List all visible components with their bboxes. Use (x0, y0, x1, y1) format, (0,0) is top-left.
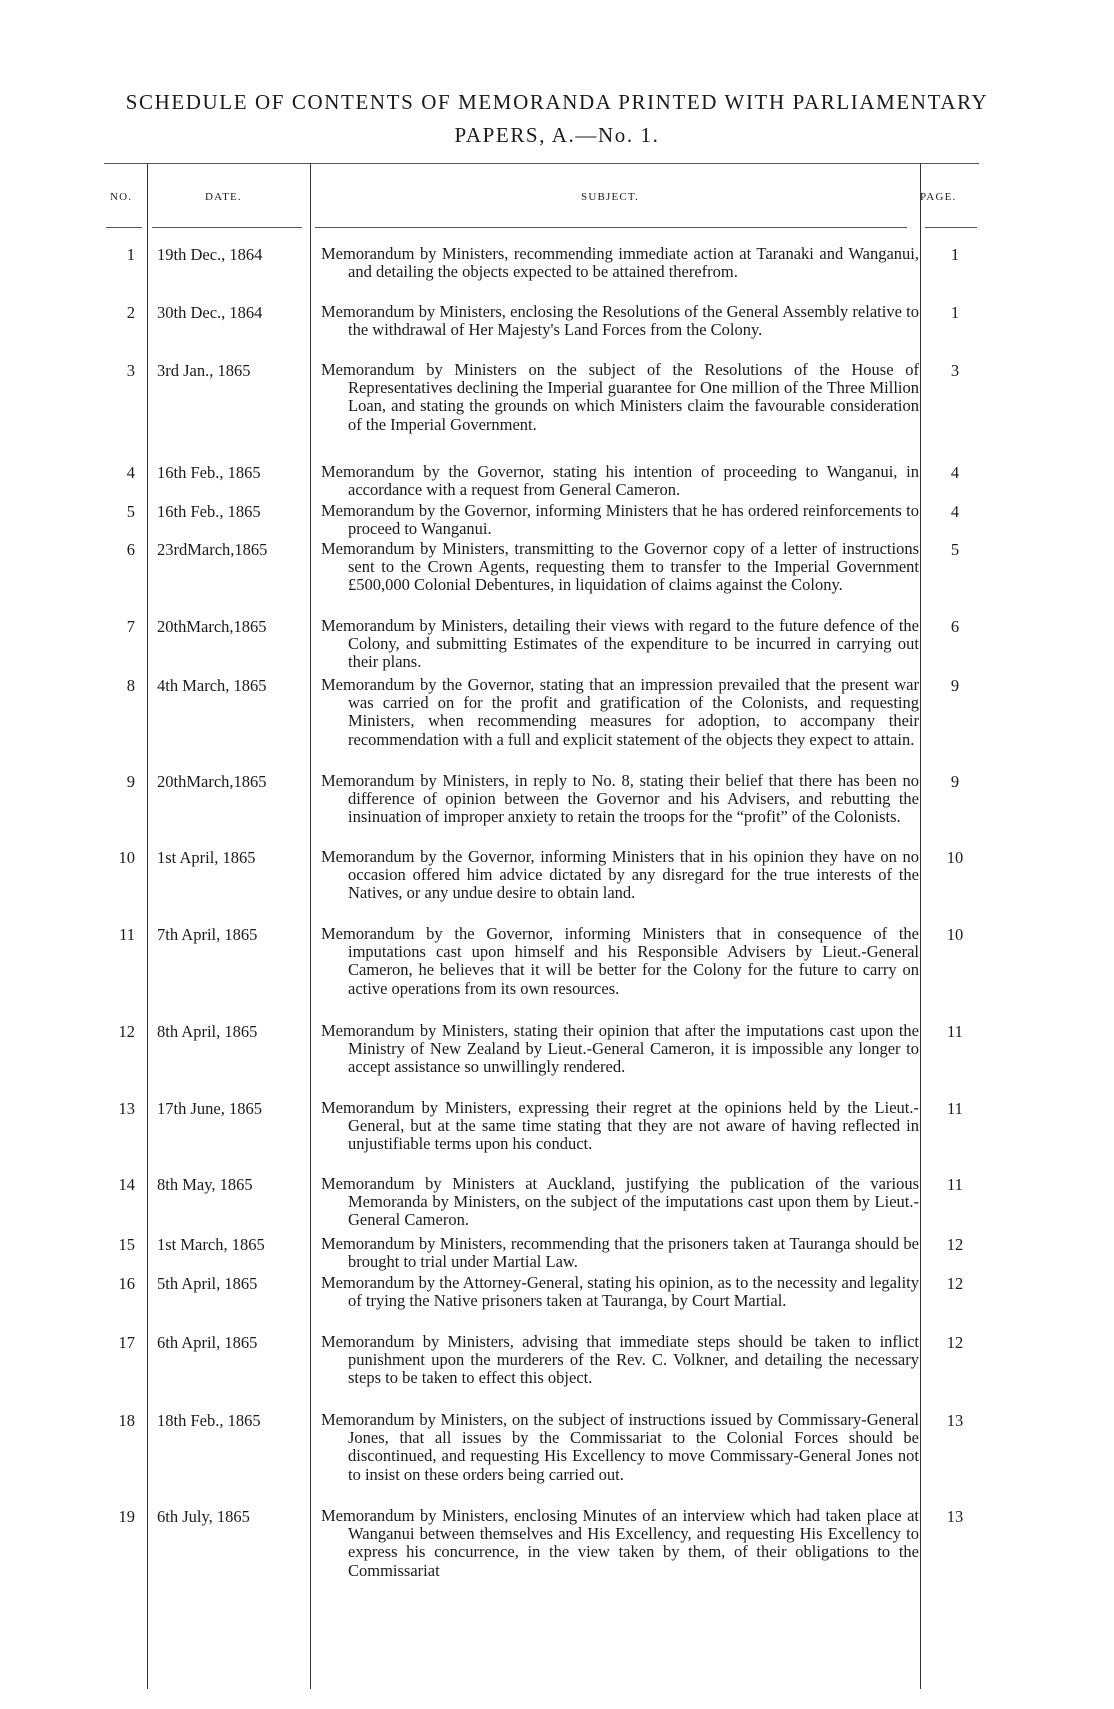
row-page: 1 (950, 303, 960, 322)
row-number: 18 (118, 1411, 135, 1430)
row-subject: Memorandum by Ministers, stating their opinion that after the imputations cast upon the Ministry of New Zealand by Lieut.-General Cameron, it is impossible any longer to accept assistance so unwillingly rendered. (321, 1021, 919, 1077)
row-date: 16th Feb., 1865 (157, 463, 261, 482)
row-number: 9 (126, 772, 135, 791)
row-page: 13 (946, 1411, 964, 1430)
row-subject: Memorandum by Ministers, transmitting to the Governor copy of a letter of instructions sent to the Crown Agents, requesting them to transfer to the Imperial Government £500,000 Colonial Debentures, in liquidation of claims against the Colony. (321, 539, 919, 595)
row-subject: Memorandum by Ministers, expressing their regret at the opinions held by the Lieut.-General, but at the same time stating that they are not aware of having reflected in unjustifiable terms upon his conduct. (321, 1098, 919, 1154)
row-subject: Memorandum by Ministers, on the subject of instructions issued by Commissary-General Jones, that all issues by the Commissariat to the Colonial Forces should be discontinued, and requesting His Excellency to move Commissary-General Jones not to insist on these orders being carried out. (321, 1410, 919, 1484)
row-page: 3 (950, 361, 960, 380)
row-date: 6th April, 1865 (157, 1333, 258, 1352)
row-page: 6 (950, 617, 960, 636)
row-date: 16th Feb., 1865 (157, 502, 261, 521)
row-page: 9 (950, 772, 960, 791)
header-page: PAGE. (920, 191, 957, 203)
row-number: 6 (126, 540, 135, 559)
row-date: 20thMarch,1865 (157, 617, 267, 636)
row-subject: Memorandum by the Governor, informing Ministers that in his opinion they have on no occasion offered him advice dictated by any disregard for the true interests of the Natives, or any undue desire to obtain land. (321, 847, 919, 903)
row-date: 4th March, 1865 (157, 676, 267, 695)
top-rule (104, 163, 979, 164)
row-number: 19 (118, 1507, 135, 1526)
row-date: 18th Feb., 1865 (157, 1411, 261, 1430)
row-subject: Memorandum by Ministers, recommending that the prisoners taken at Tauranga should be brought to trial under Martial Law. (321, 1234, 919, 1272)
row-page: 12 (946, 1333, 964, 1352)
row-date: 30th Dec., 1864 (157, 303, 263, 322)
row-date: 19th Dec., 1864 (157, 245, 263, 264)
row-number: 1 (126, 245, 135, 264)
header-subject: SUBJECT. (581, 191, 639, 203)
row-subject: Memorandum by Ministers, detailing their views with regard to the future defence of the Colony, and submitting Estimates of the expenditure to be incurred in carrying out their plans. (321, 616, 919, 672)
header-rule-page (925, 227, 977, 228)
title-line-1: SCHEDULE OF CONTENTS OF MEMORANDA PRINTED WITH PARLIAMENTARY (125, 90, 989, 114)
row-number: 4 (126, 463, 135, 482)
row-number: 14 (118, 1175, 135, 1194)
row-page: 12 (946, 1274, 964, 1293)
row-number: 11 (119, 925, 135, 944)
row-number: 16 (118, 1274, 135, 1293)
row-subject: Memorandum by Ministers, advising that immediate steps should be taken to inflict punishment upon the murderers of the Rev. C. Volkner, and detailing the necessary steps to be taken to effect this object. (321, 1332, 919, 1388)
row-subject: Memorandum by the Governor, informing Ministers that he has ordered reinforcements to proceed to Wanganui. (321, 501, 919, 539)
row-number: 8 (126, 676, 135, 695)
row-date: 8th April, 1865 (157, 1022, 258, 1041)
row-page: 4 (950, 463, 960, 482)
row-number: 17 (118, 1333, 135, 1352)
column-divider-subject (920, 163, 921, 1689)
row-subject: Memorandum by Ministers, in reply to No. 8, stating their belief that there has been no difference of opinion between the Governor and his Advisers, and rebutting the insinuation of improper anxiety to retain the troops for the “profit” of the Colonists. (321, 771, 919, 827)
row-page: 10 (946, 925, 964, 944)
row-subject: Memorandum by the Attorney-General, stating his opinion, as to the necessity and legality of trying the Native prisoners taken at Tauranga, by Court Martial. (321, 1273, 919, 1311)
row-date: 3rd Jan., 1865 (157, 361, 251, 380)
row-date: 1st March, 1865 (157, 1235, 265, 1254)
row-number: 15 (118, 1235, 135, 1254)
row-subject: Memorandum by Ministers at Auckland, justifying the publication of the various Memoranda by Ministers, on the subject of the imputations cast upon them by Lieut.-General Cameron. (321, 1174, 919, 1230)
header-rule-subject (315, 227, 907, 228)
row-page: 1 (950, 245, 960, 264)
row-number: 10 (118, 848, 135, 867)
row-subject: Memorandum by the Governor, informing Ministers that in consequence of the imputations cast upon himself and his Responsible Advisers by Lieut.-General Cameron, he believes that it will be better for the Colony for the future to carry on active operations from its own resources. (321, 924, 919, 998)
row-date: 20thMarch,1865 (157, 772, 267, 791)
row-number: 13 (118, 1099, 135, 1118)
row-date: 1st April, 1865 (157, 848, 256, 867)
header-no: NO. (110, 191, 133, 203)
header-rule-date (152, 227, 302, 228)
row-page: 4 (950, 502, 960, 521)
header-date: DATE. (205, 191, 242, 203)
row-page: 13 (946, 1507, 964, 1526)
row-page: 9 (950, 676, 960, 695)
row-date: 23rdMarch,1865 (157, 540, 268, 559)
row-subject: Memorandum by the Governor, stating his intention of proceeding to Wanganui, in accordance with a request from General Cameron. (321, 462, 919, 500)
row-date: 8th May, 1865 (157, 1175, 253, 1194)
row-subject: Memorandum by Ministers on the subject of the Resolutions of the House of Representatives declining the Imperial guarantee for One million of the Three Million Loan, and stating the grounds on which Ministers claim the favourable consideration of the Imperial Government. (321, 360, 919, 434)
row-date: 5th April, 1865 (157, 1274, 258, 1293)
row-page: 12 (946, 1235, 964, 1254)
title-line-2: PAPERS, A.—No. 1. (454, 123, 660, 147)
row-date: 7th April, 1865 (157, 925, 258, 944)
row-subject: Memorandum by the Governor, stating that an impression prevailed that the present war was carried on for the profit and gratification of the Colonists, and requesting Ministers, when recommending measures for adoption, to accompany their recommendation with a full and explicit statement of the objects they expect to attain. (321, 675, 919, 749)
row-number: 7 (126, 617, 135, 636)
row-page: 10 (946, 848, 964, 867)
row-subject: Memorandum by Ministers, recommending immediate action at Taranaki and Wanganui, and detailing the objects expected to be attained therefrom. (321, 244, 919, 282)
row-date: 6th July, 1865 (157, 1507, 250, 1526)
row-number: 5 (126, 502, 135, 521)
row-number: 3 (126, 361, 135, 380)
row-number: 12 (118, 1022, 135, 1041)
column-divider-no (147, 163, 148, 1689)
row-page: 11 (947, 1175, 963, 1194)
row-subject: Memorandum by Ministers, enclosing the Resolutions of the General Assembly relative to the withdrawal of Her Majesty's Land Forces from the Colony. (321, 302, 919, 340)
row-page: 11 (947, 1022, 963, 1041)
row-page: 11 (947, 1099, 963, 1118)
row-page: 5 (950, 540, 960, 559)
row-subject: Memorandum by Ministers, enclosing Minutes of an interview which had taken place at Wanganui between themselves and His Excellency, and requesting His Excellency to express his concurrence, in the view taken by them, of their obligations to the Commissariat (321, 1506, 919, 1580)
row-date: 17th June, 1865 (157, 1099, 262, 1118)
column-divider-date (310, 163, 311, 1689)
document-title (0, 86, 1114, 152)
header-rule-no (106, 227, 142, 228)
row-number: 2 (126, 303, 135, 322)
